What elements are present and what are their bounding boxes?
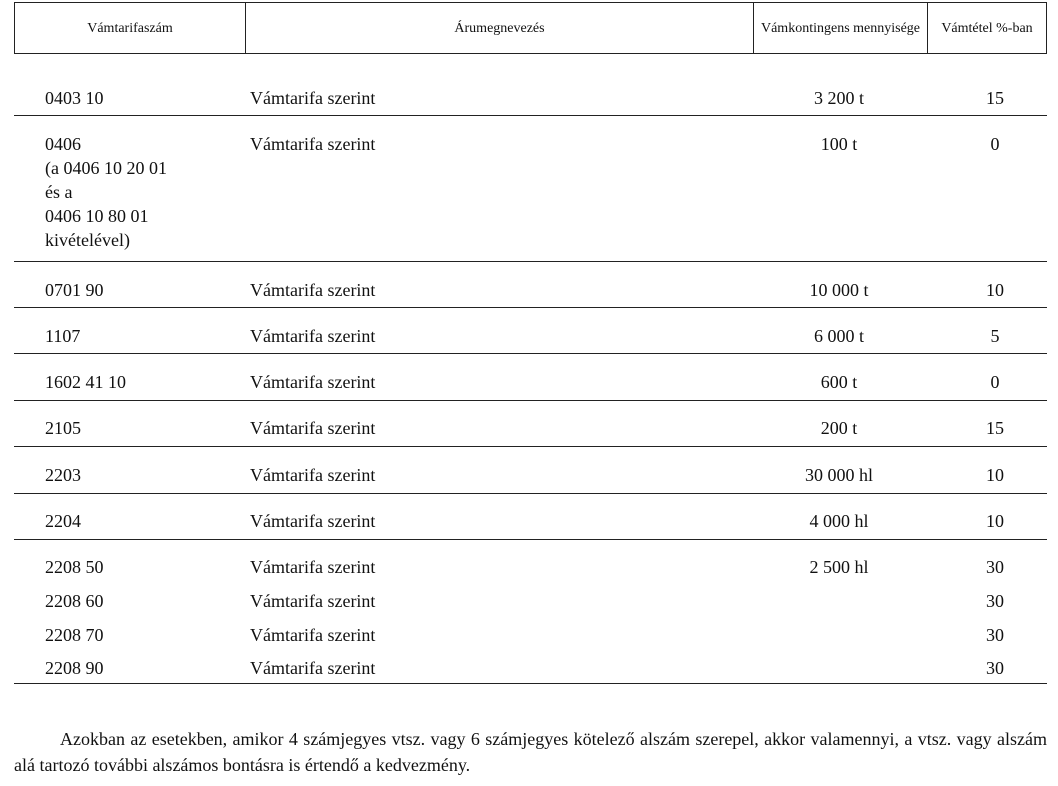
product-name: Vámtarifa szerint: [250, 591, 376, 611]
table-row: [14, 509, 1047, 540]
header-quota-quantity: Vámkontingens mennyisége: [754, 3, 928, 53]
table-header: [14, 2, 1047, 54]
tariff-number: 2204: [45, 511, 81, 531]
table-row: [14, 370, 1047, 401]
quota-quantity: 100 t: [820, 134, 858, 154]
product-name: Vámtarifa szerint: [250, 418, 376, 438]
duty-rate: 30: [986, 557, 1004, 577]
quota-quantity: 4 000 hl: [809, 511, 869, 531]
product-name: Vámtarifa szerint: [250, 557, 376, 577]
product-name: Vámtarifa szerint: [250, 372, 376, 392]
table-row: [14, 416, 1047, 447]
duty-rate: 0: [990, 372, 1000, 392]
quota-quantity: 600 t: [820, 372, 858, 392]
tariff-number: 2208 60: [45, 591, 104, 611]
tariff-number: 2208 70: [45, 625, 104, 645]
product-name: Vámtarifa szerint: [250, 465, 376, 485]
quota-quantity: 6 000 t: [813, 326, 864, 346]
table-row: [14, 132, 1047, 262]
duty-rate: 10: [986, 280, 1004, 300]
product-name: Vámtarifa szerint: [250, 134, 376, 154]
table-row: [14, 656, 1047, 684]
tariff-number: 0403 10: [45, 88, 104, 108]
table-row: [14, 463, 1047, 494]
quota-quantity: 2 500 hl: [809, 557, 869, 577]
tariff-number: 0701 90: [45, 280, 104, 300]
table-row: [14, 589, 1047, 619]
table-row: [14, 86, 1047, 116]
duty-rate: 30: [986, 591, 1004, 611]
table-row: [14, 623, 1047, 653]
duty-rate: 0: [990, 134, 1000, 154]
duty-rate: 10: [986, 511, 1004, 531]
quota-quantity: 10 000 t: [809, 280, 869, 300]
footnote-paragraph: Azokban az esetekben, amikor 4 számjegyes vtsz. vagy 6 számjegyes kötelező alszám szerepel, akkor valamennyi, a vtsz. vagy alszám alá tartozó további alszámos bontásra is értendő a kedvezmény.: [14, 729, 1047, 775]
table-row: [14, 324, 1047, 354]
duty-rate: 30: [986, 625, 1004, 645]
tariff-number: 2208 90: [45, 658, 104, 678]
tariff-number: 2208 50: [45, 557, 104, 577]
product-name: Vámtarifa szerint: [250, 511, 376, 531]
quota-quantity: 200 t: [820, 418, 858, 438]
product-name: Vámtarifa szerint: [250, 88, 376, 108]
quota-quantity: 30 000 hl: [804, 465, 873, 485]
duty-rate: 15: [986, 418, 1004, 438]
duty-rate: 5: [990, 326, 1000, 346]
header-tariff-number: Vámtarifaszám: [15, 3, 246, 53]
product-name: Vámtarifa szerint: [250, 326, 376, 346]
quota-quantity: 3 200 t: [813, 88, 864, 108]
tariff-number: 2203: [45, 465, 81, 485]
product-name: Vámtarifa szerint: [250, 280, 376, 300]
table-row: [14, 555, 1047, 585]
product-name: Vámtarifa szerint: [250, 625, 376, 645]
tariff-number: 0406 (a 0406 10 20 01 és a 0406 10 80 01 kivételével): [45, 134, 167, 250]
tariff-number: 1107: [45, 326, 81, 346]
header-duty-rate: Vámtétel %-ban: [941, 20, 1033, 36]
duty-rate: 30: [986, 658, 1004, 678]
duty-rate: 15: [986, 88, 1004, 108]
product-name: Vámtarifa szerint: [250, 658, 376, 678]
tariff-number: 2105: [45, 418, 81, 438]
table-row: [14, 278, 1047, 308]
header-product-name: Árumegnevezés: [246, 3, 754, 53]
duty-rate: 10: [986, 465, 1004, 485]
tariff-number: 1602 41 10: [45, 372, 126, 392]
